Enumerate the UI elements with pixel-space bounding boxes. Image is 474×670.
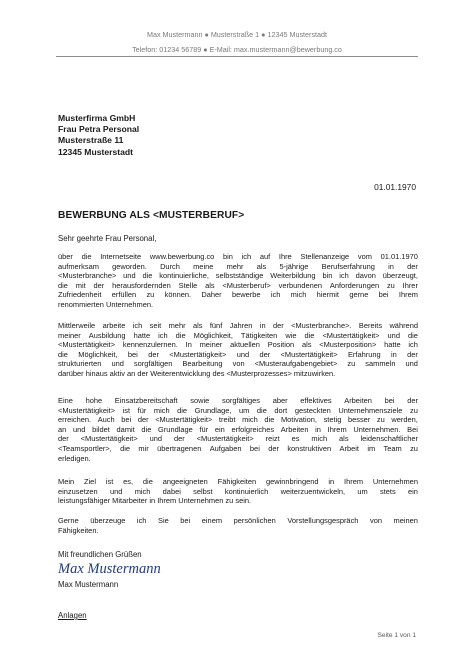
letter-subject: BEWERBUNG ALS <MUSTERBERUF> — [58, 210, 245, 221]
paragraph-line: Eine hohe Einsatzbereitschaft sowie sorgfältiges aber effektives Arbeiten bei der — [58, 396, 418, 405]
paragraph-line: einzusetzen und mich dabei selbst kontinuierlich weiterzuentwickeln, um stets ein — [58, 486, 418, 496]
recipient-person: Frau Petra Personal — [58, 124, 140, 135]
recipient-city: 12345 Musterstadt — [58, 146, 133, 157]
salutation: Sehr geehrte Frau Personal, — [58, 234, 157, 243]
sender-address-line: Max Mustermann ● Musterstraße 1 ● 12345 Musterstadt — [146, 30, 328, 39]
recipient-company: Musterfirma GmbH — [58, 113, 136, 123]
paragraph-line: Mittlerweile arbeite ich seit mehr als fünf Jahren in der <Musterbranche>. Bereits während — [58, 321, 418, 330]
paragraph-line: an und bildet damit die Grundlage für ein erfolgreiches Arbeiten in Ihrem Unternehmen. Bei — [58, 424, 418, 434]
paragraph-line: die mit der herausfordernden Stelle als <Musterberuf> verbundenen Anforderungen zu Ihrer — [58, 280, 418, 290]
paragraph-intro — [58, 252, 418, 310]
paragraph-line: Gerne überzeuge ich Sie bei einem persönlichen Vorstellungsgespräch von meinen — [58, 516, 418, 525]
paragraph-line: über die Internetseite www.bewerbung.co bin ich auf Ihre Stellenanzeige vom 01.01.1970 — [58, 252, 418, 261]
sender-name: Max Mustermann — [58, 580, 119, 589]
paragraph-goal — [58, 477, 418, 506]
paragraph-line: meiner Ausbildung hatte ich die Möglichkeit, Tätigkeiten wie die <Mustertätigkeit> und die — [58, 330, 418, 340]
paragraph-interview — [58, 516, 418, 535]
attachments-label: Anlagen — [58, 611, 87, 620]
paragraph-line: erledigen. — [58, 453, 91, 463]
paragraph-line: die Möglichkeit, bei der <Mustertätigkeit> und der <Mustertätigkeit> Erfahrung in der — [58, 349, 418, 359]
paragraph-line: Fähigkeiten. — [58, 525, 99, 535]
paragraph-line: Zufriedenheit erfüllen zu können. Daher bewerbe ich mich hiermit gerne bei Ihrem — [58, 290, 418, 300]
closing-phrase: Mit freundlichen Grüßen — [58, 550, 142, 559]
paragraph-line: leistungsfähiger Mitarbeiter in Ihrem Unternehmen zu sein. — [58, 496, 252, 506]
paragraph-line: <Teamsportler>, die mir übertragenen Aufgaben bei der konstruktiven Arbeit im Team zu — [58, 443, 418, 453]
recipient-street: Musterstraße 11 — [58, 135, 124, 146]
paragraph-line: <Mustertätigkeit> kennenzulernen. In meiner aktuellen Position als <Musterposition> hatte ich — [58, 340, 418, 350]
paragraph-line: erreichen. Auch bei der <Mustertätigkeit> treibt mich die Motivation, stetig besser zu werden, — [58, 415, 418, 425]
page-number: Seite 1 von 1 — [377, 632, 416, 639]
paragraph-line: Mein Ziel ist es, die angeeigneten Fähigkeiten gewinnbringend in Ihrem Unternehmen — [58, 477, 418, 486]
letter-date: 01.01.1970 — [374, 182, 416, 192]
paragraph-line: der <Mustertätigkeit> und der <Mustertätigkeit> reizt es mich als leidenschaftlicher — [58, 434, 418, 444]
sender-contact-line: Telefon: 01234 56789 ● E-Mail: max.mustermann@bewerbung.co — [132, 45, 342, 54]
header-divider — [56, 56, 418, 57]
paragraph-line: <Mustertätigkeit> ist für mich die Grundlage, um die dort gesteckten Unternehmensziele zu — [58, 405, 418, 415]
paragraph-skills — [58, 396, 418, 463]
recipient-address — [58, 113, 139, 158]
handwritten-signature: Max Mustermann — [58, 561, 161, 577]
paragraph-line: renommierten Unternehmen. — [58, 299, 154, 309]
paragraph-line: <Musterbranche> und die kontinuierliche, selbstständige Weiterbildung bin ich davon überzeugt, — [58, 271, 418, 281]
paragraph-line: darüber hinaus aktiv an der Weiterentwicklung des <Musterprozesses> mitzuwirken. — [58, 368, 336, 378]
paragraph-line: strukturierten und sorgfältigen Bearbeitung von <Musteraufgabengebiet> zu sammeln und — [58, 359, 418, 369]
paragraph-line: aufmerksam geworden. Durch meine mehr als 5-jährige Berufserfahrung in der — [58, 261, 418, 271]
paragraph-experience — [58, 321, 418, 379]
